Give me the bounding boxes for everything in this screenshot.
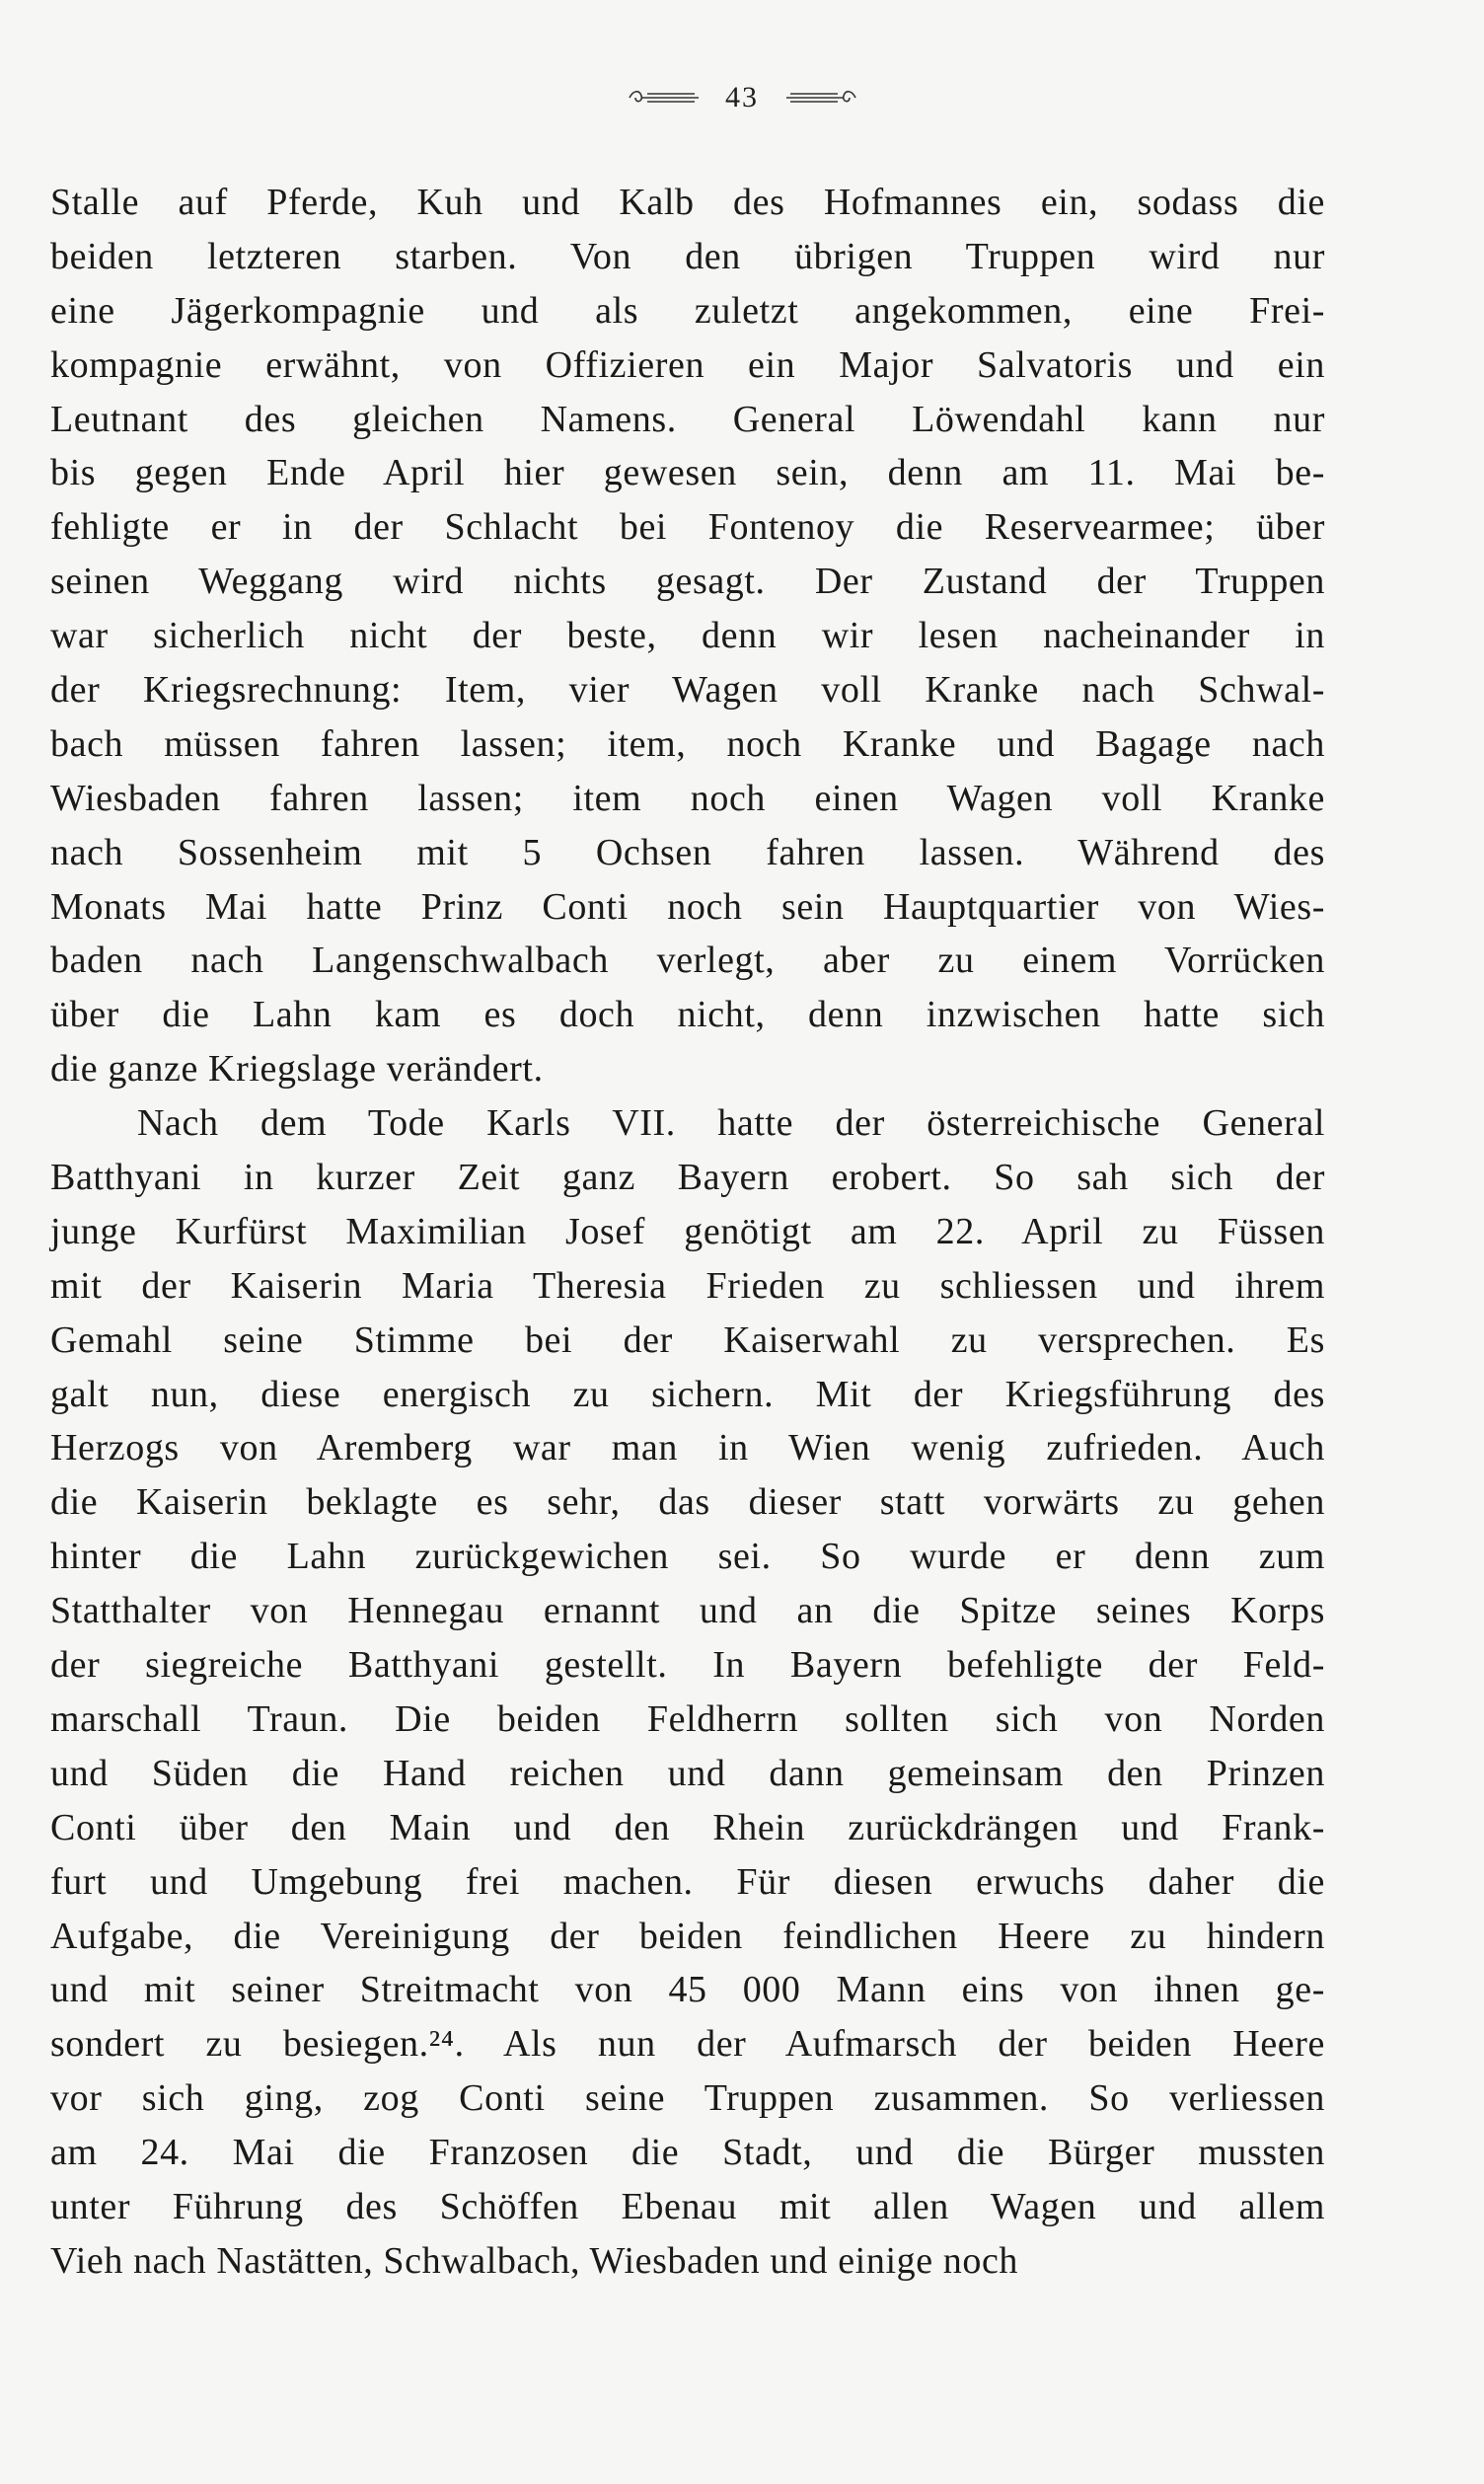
text-line: junge Kurfürst Maximilian Josef genötigt am 22. April zu Füssen (50, 1210, 1325, 1252)
text-line: Stalle auf Pferde, Kuh und Kalb des Hofmannes ein, sodass die (50, 182, 1325, 223)
text-line: hinter die Lahn zurückgewichen sei. So wurde er denn zum (50, 1536, 1325, 1578)
text-line: bach müssen fahren lassen; item, noch Kranke und Bagage nach (50, 722, 1325, 765)
text-line: Batthyani in kurzer Zeit ganz Bayern erobert. So sah sich der (50, 1157, 1325, 1199)
text-line: nach Sossenheim mit 5 Ochsen fahren lassen. Während des (50, 831, 1325, 873)
text-line: Wiesbaden fahren lassen; item noch einen Wagen voll Kranke (50, 777, 1325, 819)
text-line: furt und Umgebung frei machen. Für diesen erwuchs daher die (50, 1860, 1325, 1903)
text-line: kompagnie erwähnt, von Offizieren ein Major Salvatoris und ein (50, 343, 1325, 386)
text-line: und Süden die Hand reichen und dann gemeinsam den Prinzen (50, 1752, 1325, 1794)
text-line: Nach dem Tode Karls VII. hatte der österreichische General (137, 1102, 1325, 1145)
text-line: am 24. Mai die Franzosen die Stadt, und die Bürger mussten (50, 2132, 1325, 2174)
page-header (0, 79, 1484, 114)
text-line: über die Lahn kam es doch nicht, denn inzwischen hatte sich (50, 994, 1325, 1036)
text-line: baden nach Langenschwalbach verlegt, aber zu einem Vorrücken (50, 940, 1325, 982)
text-line: Statthalter von Hennegau ernannt und an die Spitze seines Korps (50, 1590, 1325, 1632)
text-line: der Kriegsrechnung: Item, vier Wagen voll Kranke nach Schwal- (50, 669, 1325, 712)
text-line: Herzogs von Aremberg war man in Wien wenig zufrieden. Auch (50, 1427, 1325, 1469)
text-line: galt nun, diese energisch zu sichern. Mit der Kriegsführung des (50, 1373, 1325, 1415)
page-number: 43 (725, 81, 759, 114)
text-line: und mit seiner Streitmacht von 45 000 Mann eins von ihnen ge- (50, 1969, 1325, 2011)
text-line: seinen Weggang wird nichts gesagt. Der Zustand der Truppen (50, 561, 1325, 603)
text-line: unter Führung des Schöffen Ebenau mit allen Wagen und allem (50, 2185, 1325, 2227)
text-line: die Kaiserin beklagte es sehr, das dieser statt vorwärts zu gehen (50, 1481, 1325, 1524)
text-line: marschall Traun. Die beiden Feldherrn sollten sich von Norden (50, 1697, 1325, 1740)
text-line: fehligte er in der Schlacht bei Fontenoy die Reservearmee; über (50, 506, 1325, 549)
text-line: war sicherlich nicht der beste, denn wir lesen nacheinander in (50, 615, 1325, 657)
text-body (50, 176, 1325, 2289)
text-line: Monats Mai hatte Prinz Conti noch sein Hauptquartier von Wies- (50, 885, 1325, 928)
text-line: der siegreiche Batthyani gestellt. In Bayern befehligte der Feld- (50, 1644, 1325, 1687)
text-line: Aufgabe, die Vereinigung der beiden feindlichen Heere zu hindern (50, 1915, 1325, 1957)
text-line: Conti über den Main und den Rhein zurückdrängen und Frank- (50, 1806, 1325, 1848)
text-line: eine Jägerkompagnie und als zuletzt angekommen, eine Frei- (50, 289, 1325, 332)
text-line: mit der Kaiserin Maria Theresia Frieden zu schliessen und ihrem (50, 1264, 1325, 1307)
left-ornament-icon (626, 88, 703, 108)
paragraph (50, 176, 1325, 1096)
text-line: die ganze Kriegslage verändert. (50, 1048, 544, 1091)
text-line: sondert zu besiegen.²⁴. Als nun der Aufmarsch der beiden Heere (50, 2023, 1325, 2066)
text-line: bis gegen Ende April hier gewesen sein, denn am 11. Mai be- (50, 452, 1325, 494)
text-line: Leutnant des gleichen Namens. General Löwendahl kann nur (50, 398, 1325, 440)
paragraph (50, 1096, 1325, 2289)
right-ornament-icon (782, 88, 859, 108)
text-line: Gemahl seine Stimme bei der Kaiserwahl zu versprechen. Es (50, 1318, 1325, 1361)
text-line: vor sich ging, zog Conti seine Truppen zusammen. So verliessen (50, 2077, 1325, 2120)
text-line: beiden letzteren starben. Von den übrigen Truppen wird nur (50, 235, 1325, 277)
text-line: Vieh nach Nastätten, Schwalbach, Wiesbaden und einige noch (50, 2239, 1019, 2282)
